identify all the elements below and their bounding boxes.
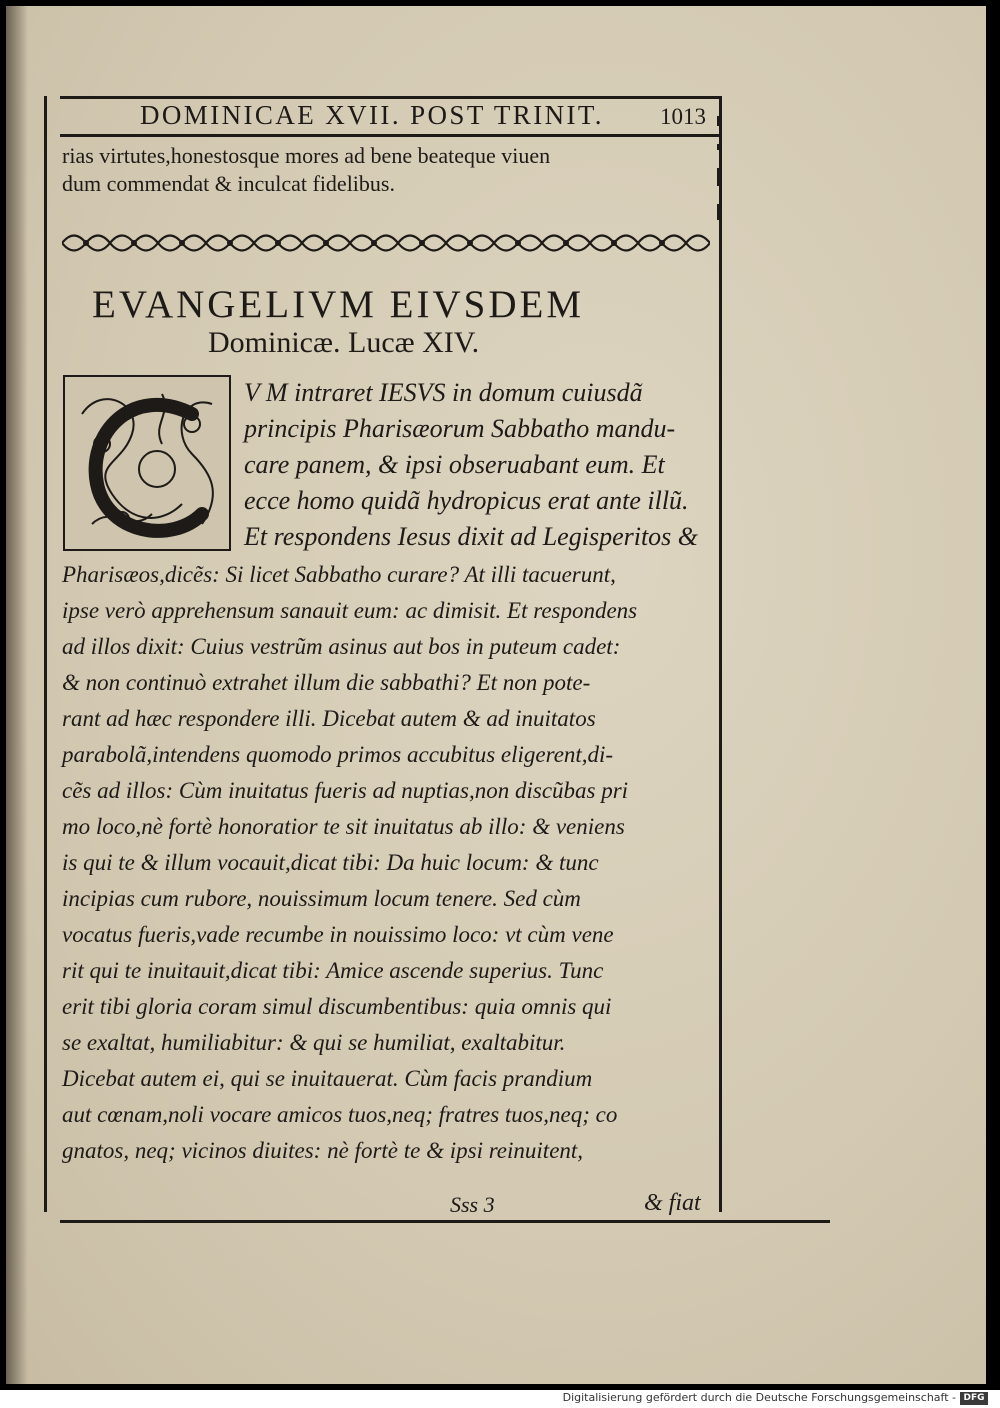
text-line: is qui te & illum vocauit,dicat tibi: Da huic locum: & tunc xyxy=(62,850,599,875)
text-line: vocatus fueris,vade recumbe in nouissimo loco: vt cùm vene xyxy=(62,922,614,947)
text-line: rit qui te inuitauit,dicat tibi: Amice ascende superius. Tunc xyxy=(62,958,604,983)
text-line: rant ad hæc respondere illi. Dicebat autem & ad inuitatos xyxy=(62,706,596,731)
text-line: aut cœnam,noli vocare amicos tuos,neq; fratres tuos,neq; co xyxy=(62,1102,618,1127)
intro-line: rias virtutes,honestosque mores ad bene beateque viuen xyxy=(62,143,551,168)
text-line: ad illos dixit: Cuius vestrũm asinus aut bos in puteum cadet: xyxy=(62,634,621,659)
text-line: se exaltat, humiliabitur: & qui se humiliat, exaltabitur. xyxy=(62,1030,566,1055)
text-line: incipias cum rubore, nouissimum locum tenere. Sed cùm xyxy=(62,886,581,911)
decorated-initial-c-icon xyxy=(62,374,232,552)
text-line: V M intraret IESVS in domum cuiusdã xyxy=(244,378,643,407)
bottom-rule xyxy=(60,1220,830,1223)
text-line: gnatos, neq; vicinos diuites: nè fortè te & ipsi reinuitent, xyxy=(62,1138,584,1163)
text-line: mo loco,nè fortè honoratior te sit inuitatus ab illo: & veniens xyxy=(62,814,625,839)
margin-marks xyxy=(712,108,724,228)
page-gutter-shadow xyxy=(6,6,28,1384)
top-rule xyxy=(60,96,720,99)
ornamental-band xyxy=(62,226,710,260)
text-line: erit tibi gloria coram simul discumbentibus: quia omnis qui xyxy=(62,994,612,1019)
catchword: & fiat xyxy=(644,1190,701,1216)
text-line: & non continuò extrahet illum die sabbathi? Et non pote- xyxy=(62,670,591,695)
page-number: 1013 xyxy=(660,104,706,129)
dfg-logo-icon: DFG xyxy=(960,1392,988,1405)
text-line: ipse verò apprehensum sanauit eum: ac dimisit. Et respondens xyxy=(62,598,638,623)
text-line: cẽs ad illos: Cùm inuitatus fueris ad nuptias,non discũbas pri xyxy=(62,778,629,803)
funding-credit: Digitalisierung gefördert durch die Deutsche Forschungsgemeinschaft - xyxy=(562,1391,956,1404)
text-line: Dicebat autem ei, qui se inuitauerat. Cùm facis prandium xyxy=(62,1066,593,1091)
text-line: Pharisæos,dicẽs: Si licet Sabbatho curare? At illi tacuerunt, xyxy=(62,562,616,587)
text-line: care panem, & ipsi obseruabant eum. Et xyxy=(244,450,665,479)
intro-line: dum commendat & inculcat fidelibus. xyxy=(62,171,395,196)
text-line: Et respondens Iesus dixit ad Legisperitos & xyxy=(244,522,699,551)
text-line: parabolã,intendens quomodo primos accubitus eligerent,di- xyxy=(62,742,614,767)
running-head: DOMINICAE XVII. POST TRINIT. xyxy=(140,100,604,130)
signature-mark: Sss 3 xyxy=(450,1192,495,1217)
section-title: EVANGELIVM EIVSDEM xyxy=(92,283,585,326)
section-subtitle: Dominicæ. Lucæ XIV. xyxy=(208,326,480,359)
head-rule xyxy=(60,134,720,137)
intro-text xyxy=(62,142,712,198)
text-line: principis Pharisæorum Sabbatho mandu- xyxy=(244,414,676,443)
text-line: ecce homo quidã hydropicus erat ante illũ. xyxy=(244,486,689,515)
